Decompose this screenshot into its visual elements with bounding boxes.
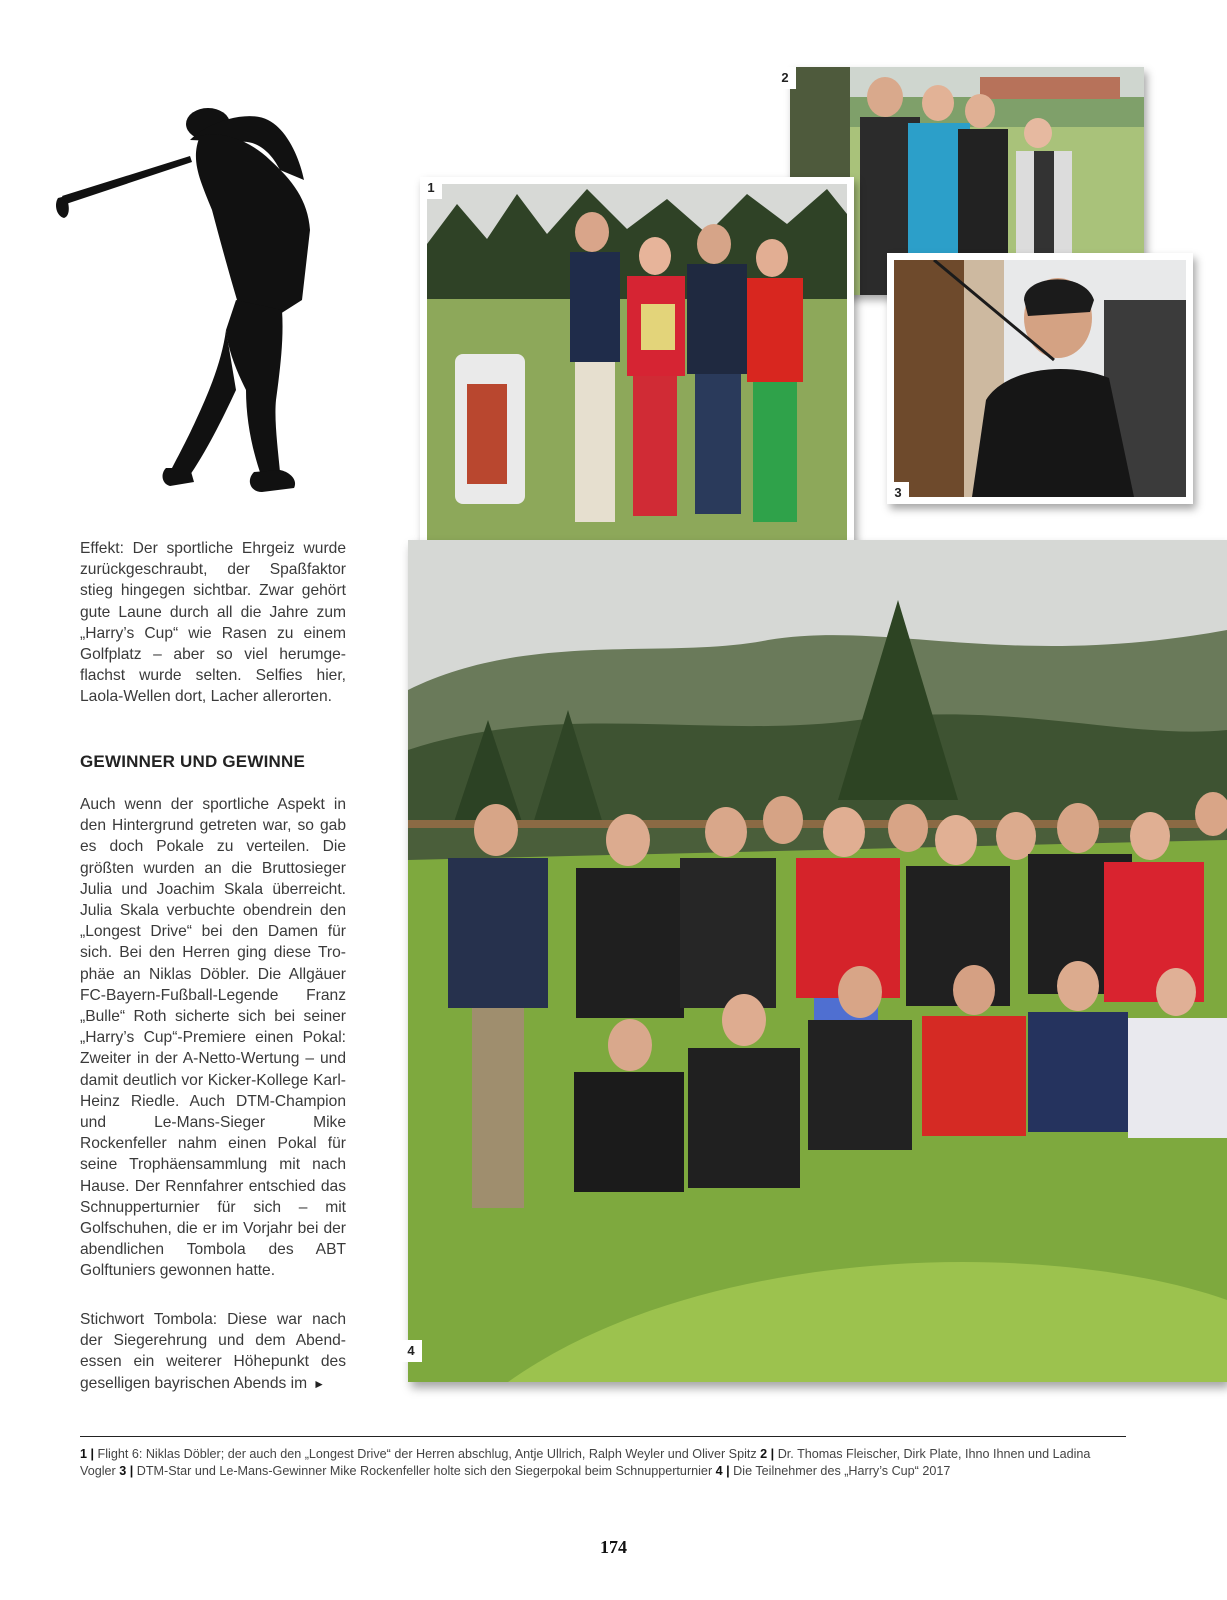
caption-1: Flight 6: Niklas Döbler; der auch den „Longest Drive“ der Herren abschlug, Antje Ullrich, Ralph Weyler und Oliver Spitz [97,1447,757,1461]
photo-3-number: 3 [887,482,909,504]
closing-paragraph [80,1309,346,1395]
caption-rule [80,1436,1126,1437]
closing-text: Stichwort Tombola: Diese war nach der Siegerehrung und dem Abendessen ein weiterer Höhepunkt des geselligen bayrischen Abends im [80,1311,346,1392]
photo-1-number: 1 [420,177,442,199]
caption-3-number: 3 | [119,1464,134,1478]
intro-text: Effekt: Der sportliche Ehrgeiz wurde zurückgeschraubt, der Spaßfaktor stieg hingegen sichtbar. Zwar gehört gute Laune durch all die Jahre zum „Harry’s Cup“ wie Rasen zu einem Golfplatz – aber so viel herumgeflachst wurde selten. Selfies hier, Laola-Wellen dort, Lacher allerorten. [80,540,346,706]
caption-4-number: 4 | [715,1464,730,1478]
caption-2: Dr. Thomas Fleischer, Dirk Plate, Ihno Ihnen und Ladina Vogler [80,1447,1091,1478]
caption-1-number: 1 | [80,1447,95,1461]
photo-2-number: 2 [774,67,796,89]
body-text: Auch wenn der sportliche Aspekt in den Hintergrund getreten war, so gab es doch Pokale zu verteilen. Die größten wurden an die Bruttosieger Julia und Joachim Skala überreicht. Julia Skala verbuchte obendrein den „Longest Drive“ bei den Damen für sich. Bei den Herren ging diese Trophäe an Niklas Döbler. Die Allgäuer FC-Bayern-Fußball-Legende Franz „Bulle“ Roth sicherte sich bei seiner „Harry’s Cup“-Premiere einen Pokal: Zweiter in der A-Netto-Wertung – und damit deutlich vor Kicker-Kollege Karl-Heinz Riedle. Auch DTM-Champion und Le-Mans-Sieger Mike Rockenfeller nahm einen Pokal für seine Trophäensammlung mit nach Hause. Der Rennfahrer entschied das Schnupperturnier für sich – mit Golfschuhen, die er im Vorjahr bei der abendlichen Tombola des ABT Golftuniers gewonnen hatte. [80,796,346,1280]
photo-4-image [408,540,1227,1382]
body-paragraph [80,794,346,1282]
photo-3-image [894,260,1186,497]
golfer-silhouette-icon [40,100,340,510]
caption-4: Die Teilnehmer des „Harry’s Cup“ 2017 [733,1464,951,1478]
photo-4-number: 4 [400,1340,422,1362]
closing-text-wrap [80,1309,346,1395]
photo-captions [80,1446,1126,1480]
photo-1 [420,177,854,575]
photo-3 [887,253,1193,504]
continue-arrow-icon: ► [313,1376,326,1391]
intro-paragraph [80,538,346,708]
caption-3: DTM-Star und Le-Mans-Gewinner Mike Rockenfeller holte sich den Siegerpokal beim Schnupperturnier [136,1464,713,1478]
caption-2-number: 2 | [760,1447,775,1461]
section-heading: GEWINNER UND GEWINNE [80,752,305,771]
page-number: 174 [600,1537,627,1557]
photo-4 [408,540,1227,1382]
photo-1-image [427,184,847,568]
